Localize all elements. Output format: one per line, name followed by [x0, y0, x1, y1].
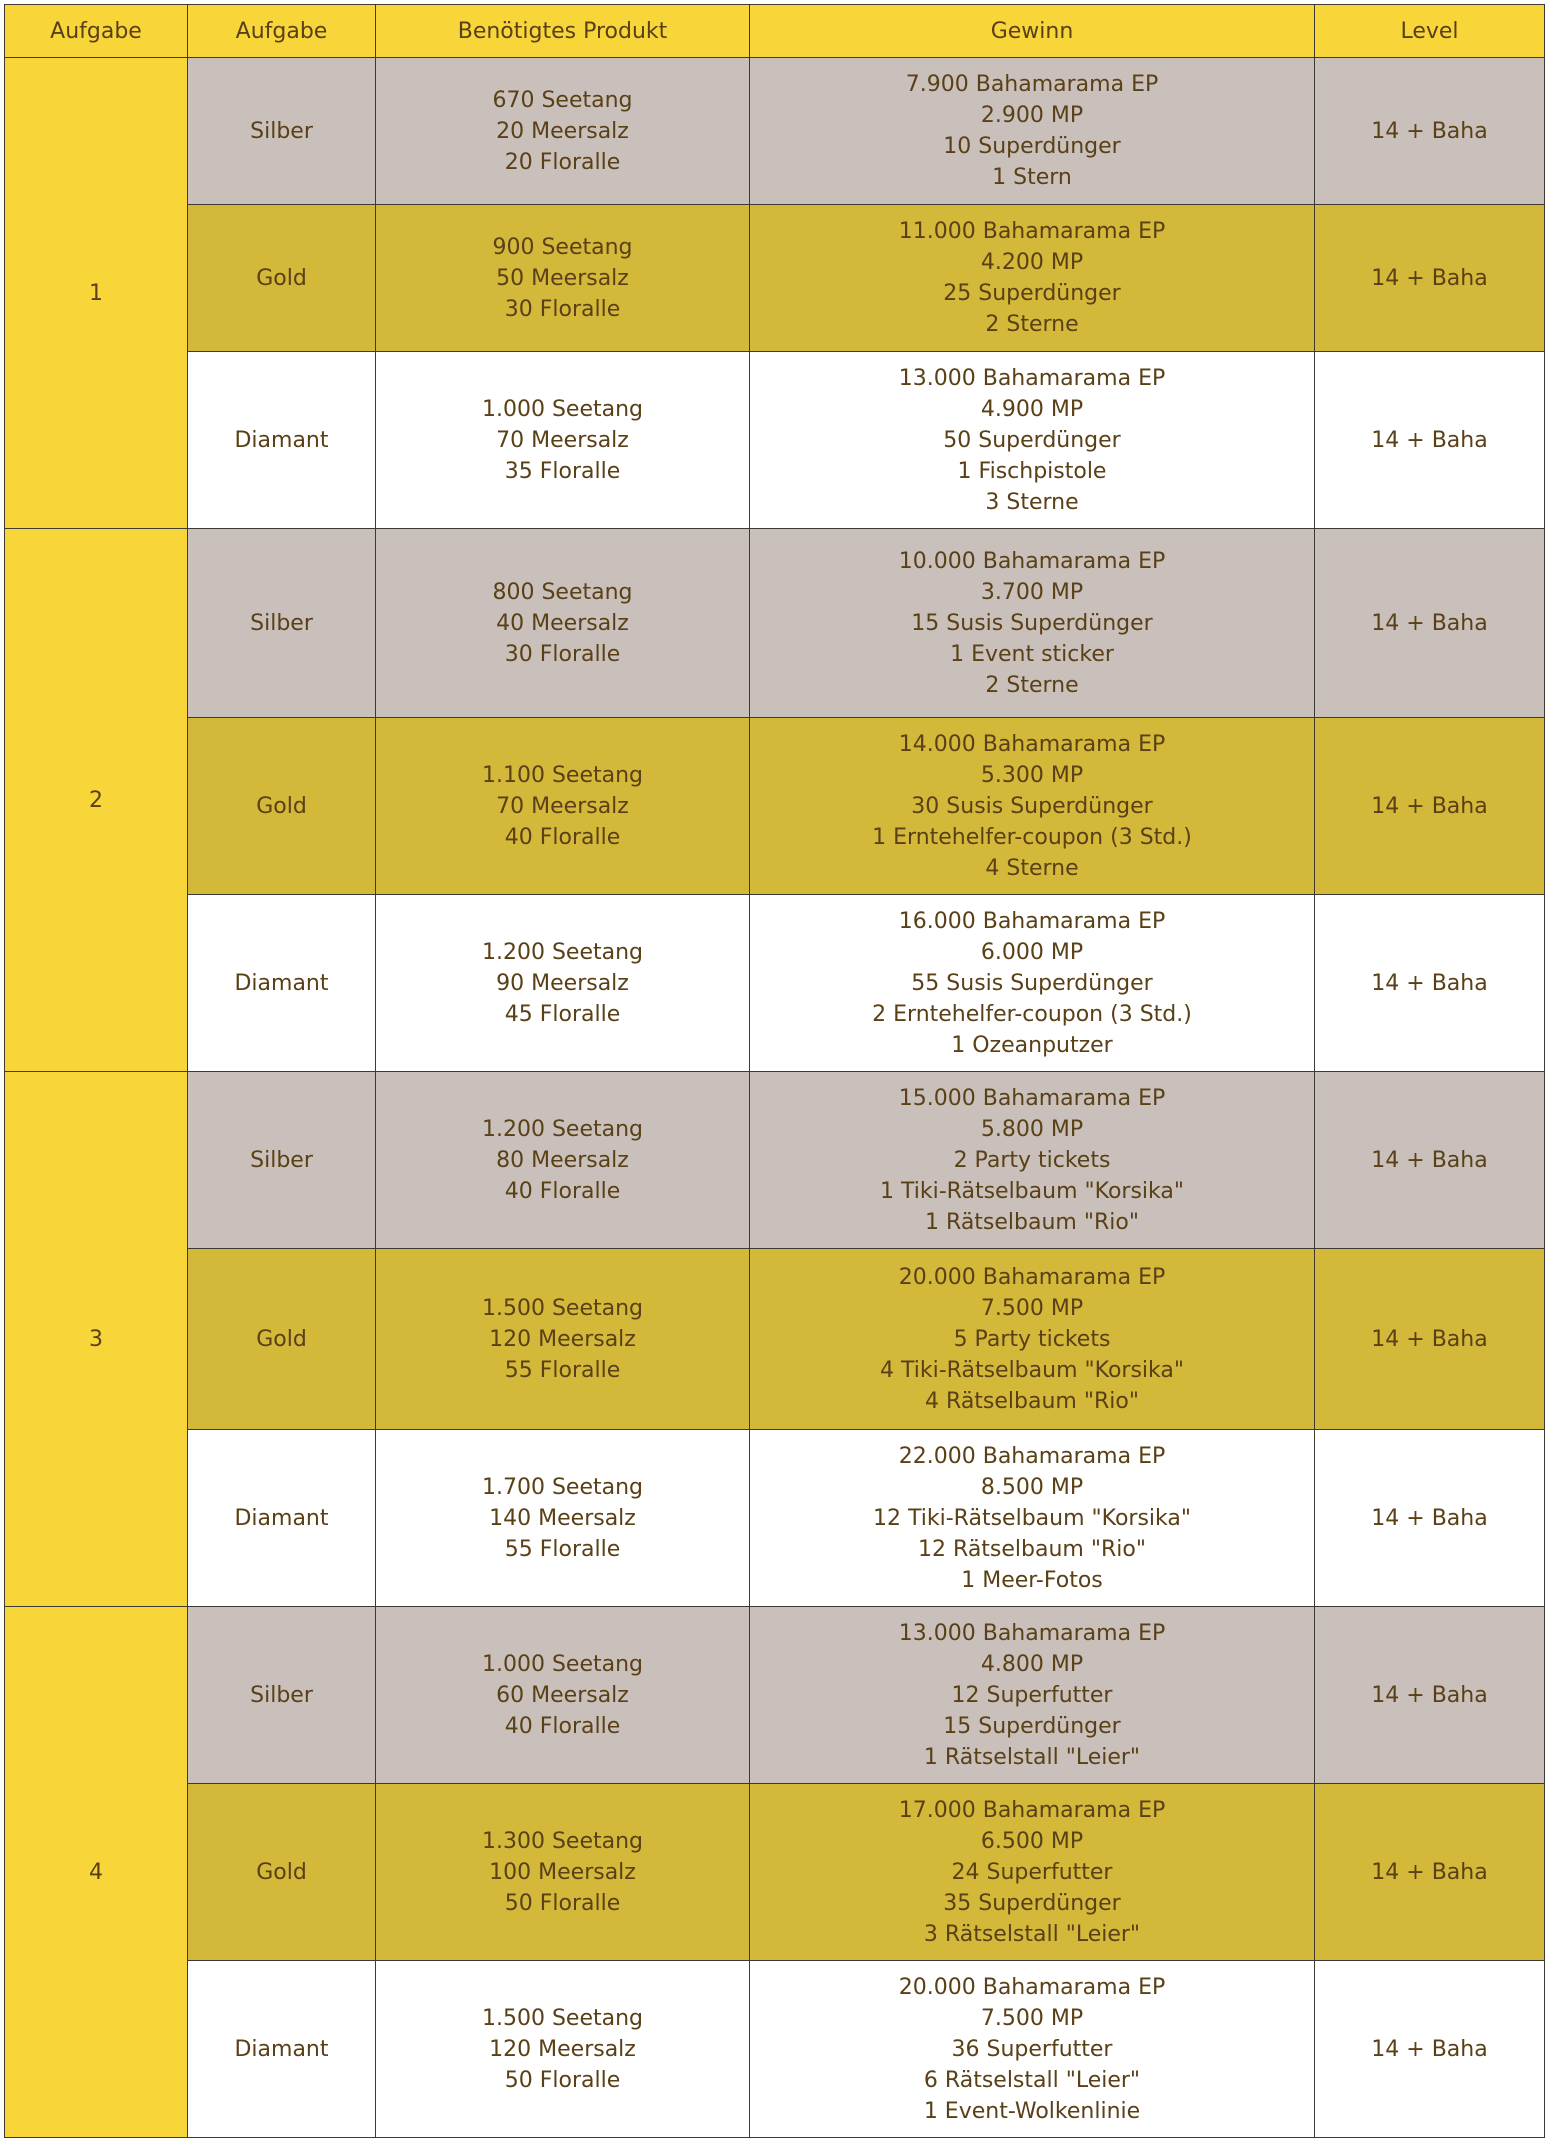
gewinn-line: 1 Stern [992, 165, 1072, 190]
gewinn-cell [750, 205, 1315, 352]
header-produkt: Benötigtes Produkt [376, 5, 750, 58]
produkt-line: 70 Meersalz [496, 793, 629, 819]
produkt-line: 1.200 Seetang [481, 1116, 644, 1142]
gewinn-cell [750, 895, 1315, 1072]
level-cell: 14 + Baha [1315, 58, 1545, 205]
gewinn-line: 15 Superdünger [943, 1713, 1121, 1739]
gewinn-line: 2 Sterne [985, 312, 1079, 337]
gewinn-line: 1 Erntehelfer-coupon (3 Std.) [872, 824, 1192, 850]
table-row [5, 1249, 1545, 1430]
gewinn-line: 12 Superfutter [951, 1682, 1113, 1708]
produkt-line: 40 Floralle [504, 1178, 621, 1204]
produkt-line: 670 Seetang [492, 87, 633, 113]
header-stufe: Aufgabe [188, 5, 376, 58]
produkt-line: 1.200 Seetang [481, 939, 644, 965]
produkt-line: 1.500 Seetang [481, 2005, 644, 2031]
produkt-line: 20 Meersalz [496, 118, 629, 144]
gewinn-line: 5.300 MP [980, 762, 1084, 788]
gewinn-line: 24 Superfutter [951, 1859, 1113, 1885]
produkt-line: 55 Floralle [504, 1357, 621, 1383]
gewinn-line: 35 Superdünger [943, 1890, 1121, 1916]
gewinn-cell [750, 1072, 1315, 1249]
produkt-cell [376, 1607, 750, 1784]
produkt-line: 50 Floralle [504, 1890, 621, 1916]
gewinn-line: 4 Sterne [985, 855, 1079, 881]
tier-cell: Gold [188, 718, 376, 895]
level-cell: 14 + Baha [1315, 1072, 1545, 1249]
gewinn-line: 7.500 MP [980, 2005, 1084, 2031]
aufgabe-number-cell: 1 [5, 58, 188, 529]
gewinn-line: 1 Rätselbaum "Rio" [925, 1209, 1139, 1235]
level-cell: 14 + Baha [1315, 1961, 1545, 2138]
produkt-line: 140 Meersalz [489, 1505, 636, 1531]
produkt-cell [376, 1072, 750, 1249]
gewinn-line: 4.900 MP [980, 396, 1084, 422]
aufgabe-number-cell: 2 [5, 529, 188, 1072]
gewinn-line: 5 Party tickets [953, 1326, 1111, 1352]
produkt-cell [376, 895, 750, 1072]
table-row [5, 895, 1545, 1072]
gewinn-line: 13.000 Bahamarama EP [898, 365, 1166, 391]
produkt-line: 40 Meersalz [496, 610, 629, 636]
level-cell: 14 + Baha [1315, 205, 1545, 352]
gewinn-line: 22.000 Bahamarama EP [898, 1443, 1166, 1469]
gewinn-line: 16.000 Bahamarama EP [898, 908, 1166, 934]
produkt-line: 30 Floralle [504, 641, 621, 667]
level-cell: 14 + Baha [1315, 1607, 1545, 1784]
produkt-line: 1.100 Seetang [481, 762, 644, 788]
header-level: Level [1315, 5, 1545, 58]
produkt-line: 40 Floralle [504, 1713, 621, 1739]
gewinn-cell [750, 1961, 1315, 2138]
gewinn-cell [750, 58, 1315, 205]
tier-cell: Silber [188, 1072, 376, 1249]
table-row [5, 529, 1545, 718]
tier-cell: Gold [188, 205, 376, 352]
level-cell: 14 + Baha [1315, 352, 1545, 529]
gewinn-cell [750, 1430, 1315, 1607]
gewinn-line: 12 Rätselbaum "Rio" [918, 1536, 1146, 1562]
gewinn-line: 1 Fischpistole [957, 458, 1107, 484]
gewinn-line: 6.000 MP [980, 939, 1084, 965]
produkt-line: 1.700 Seetang [481, 1474, 644, 1500]
level-cell: 14 + Baha [1315, 1784, 1545, 1961]
produkt-cell [376, 1430, 750, 1607]
gewinn-line: 17.000 Bahamarama EP [898, 1797, 1166, 1823]
gewinn-cell [750, 352, 1315, 529]
produkt-line: 800 Seetang [492, 579, 633, 605]
produkt-line: 120 Meersalz [489, 1326, 636, 1352]
produkt-line: 70 Meersalz [496, 427, 629, 453]
tier-cell: Silber [188, 529, 376, 718]
header-gewinn: Gewinn [750, 5, 1315, 58]
gewinn-cell [750, 1249, 1315, 1430]
gewinn-line: 55 Susis Superdünger [911, 970, 1153, 996]
produkt-cell [376, 205, 750, 352]
level-cell: 14 + Baha [1315, 1249, 1545, 1430]
gewinn-line: 30 Susis Superdünger [911, 793, 1153, 819]
produkt-cell [376, 529, 750, 718]
tier-cell: Diamant [188, 352, 376, 529]
gewinn-cell [750, 718, 1315, 895]
produkt-line: 120 Meersalz [489, 2036, 636, 2062]
produkt-line: 50 Floralle [504, 2067, 621, 2093]
gewinn-line: 10 Superdünger [943, 134, 1121, 159]
gewinn-line: 12 Tiki-Rätselbaum "Korsika" [873, 1505, 1191, 1531]
produkt-line: 45 Floralle [504, 1001, 621, 1027]
produkt-line: 20 Floralle [504, 149, 621, 175]
table-row [5, 352, 1545, 529]
gewinn-line: 5.800 MP [980, 1116, 1084, 1142]
gewinn-line: 6.500 MP [980, 1828, 1084, 1854]
gewinn-line: 1 Event-Wolkenlinie [923, 2098, 1141, 2124]
table-body [5, 58, 1545, 2138]
gewinn-line: 15.000 Bahamarama EP [898, 1085, 1166, 1111]
gewinn-line: 20.000 Bahamarama EP [898, 1974, 1166, 2000]
gewinn-line: 2 Sterne [985, 672, 1079, 698]
tier-cell: Diamant [188, 895, 376, 1072]
gewinn-line: 36 Superfutter [951, 2036, 1113, 2062]
table-row [5, 718, 1545, 895]
produkt-line: 900 Seetang [492, 234, 633, 260]
gewinn-line: 13.000 Bahamarama EP [898, 1620, 1166, 1646]
gewinn-line: 3.700 MP [980, 579, 1084, 605]
table-row [5, 1430, 1545, 1607]
produkt-line: 50 Meersalz [496, 265, 629, 291]
gewinn-line: 2 Party tickets [953, 1147, 1111, 1173]
gewinn-line: 3 Rätselstall "Leier" [923, 1921, 1141, 1947]
produkt-line: 40 Floralle [504, 824, 621, 850]
gewinn-line: 1 Meer-Fotos [961, 1567, 1103, 1593]
produkt-line: 80 Meersalz [496, 1147, 629, 1173]
level-cell: 14 + Baha [1315, 895, 1545, 1072]
produkt-line: 1.000 Seetang [481, 1651, 644, 1677]
tier-cell: Diamant [188, 1430, 376, 1607]
tier-cell: Diamant [188, 1961, 376, 2138]
produkt-line: 55 Floralle [504, 1536, 621, 1562]
header-aufgabe: Aufgabe [5, 5, 188, 58]
tier-cell: Gold [188, 1249, 376, 1430]
tier-cell: Silber [188, 58, 376, 205]
gewinn-line: 3 Sterne [985, 489, 1079, 515]
gewinn-line: 15 Susis Superdünger [911, 610, 1153, 636]
produkt-cell [376, 1961, 750, 2138]
gewinn-line: 4.200 MP [980, 250, 1084, 275]
gewinn-line: 10.000 Bahamarama EP [898, 548, 1166, 574]
gewinn-cell [750, 1607, 1315, 1784]
gewinn-line: 8.500 MP [980, 1474, 1084, 1500]
gewinn-line: 11.000 Bahamarama EP [898, 219, 1166, 244]
gewinn-line: 50 Superdünger [943, 427, 1121, 453]
produkt-line: 30 Floralle [504, 296, 621, 322]
gewinn-cell [750, 1784, 1315, 1961]
produkt-line: 1.000 Seetang [481, 396, 644, 422]
gewinn-line: 14.000 Bahamarama EP [898, 731, 1166, 757]
gewinn-line: 7.900 Bahamarama EP [905, 72, 1159, 97]
gewinn-line: 1 Ozeanputzer [951, 1032, 1113, 1058]
produkt-line: 60 Meersalz [496, 1682, 629, 1708]
level-cell: 14 + Baha [1315, 1430, 1545, 1607]
produkt-cell [376, 1249, 750, 1430]
rewards-table-container [4, 4, 1544, 2138]
table-row [5, 1607, 1545, 1784]
gewinn-line: 20.000 Bahamarama EP [898, 1264, 1166, 1290]
tier-cell: Gold [188, 1784, 376, 1961]
aufgabe-number-cell: 3 [5, 1072, 188, 1607]
header-row [5, 5, 1545, 58]
produkt-line: 90 Meersalz [496, 970, 629, 996]
gewinn-line: 7.500 MP [980, 1295, 1084, 1321]
produkt-line: 1.500 Seetang [481, 1295, 644, 1321]
gewinn-line: 1 Event sticker [950, 641, 1114, 667]
table-row [5, 205, 1545, 352]
table-row [5, 1961, 1545, 2138]
rewards-table [4, 4, 1545, 2138]
gewinn-cell [750, 529, 1315, 718]
produkt-cell [376, 352, 750, 529]
gewinn-line: 25 Superdünger [943, 281, 1121, 306]
gewinn-line: 4 Tiki-Rätselbaum "Korsika" [880, 1357, 1184, 1383]
produkt-cell [376, 1784, 750, 1961]
produkt-line: 35 Floralle [504, 458, 621, 484]
produkt-line: 1.300 Seetang [481, 1828, 644, 1854]
gewinn-line: 1 Tiki-Rätselbaum "Korsika" [880, 1178, 1184, 1204]
produkt-cell [376, 58, 750, 205]
level-cell: 14 + Baha [1315, 529, 1545, 718]
gewinn-line: 4.800 MP [980, 1651, 1084, 1677]
produkt-cell [376, 718, 750, 895]
tier-cell: Silber [188, 1607, 376, 1784]
produkt-line: 100 Meersalz [489, 1859, 636, 1885]
gewinn-line: 1 Rätselstall "Leier" [923, 1744, 1141, 1770]
gewinn-line: 2 Erntehelfer-coupon (3 Std.) [872, 1001, 1192, 1027]
gewinn-line: 4 Rätselbaum "Rio" [925, 1388, 1139, 1414]
table-row [5, 1072, 1545, 1249]
table-row [5, 1784, 1545, 1961]
level-cell: 14 + Baha [1315, 718, 1545, 895]
table-row [5, 58, 1545, 205]
gewinn-line: 6 Rätselstall "Leier" [923, 2067, 1141, 2093]
aufgabe-number-cell: 4 [5, 1607, 188, 2138]
gewinn-line: 2.900 MP [980, 103, 1084, 128]
